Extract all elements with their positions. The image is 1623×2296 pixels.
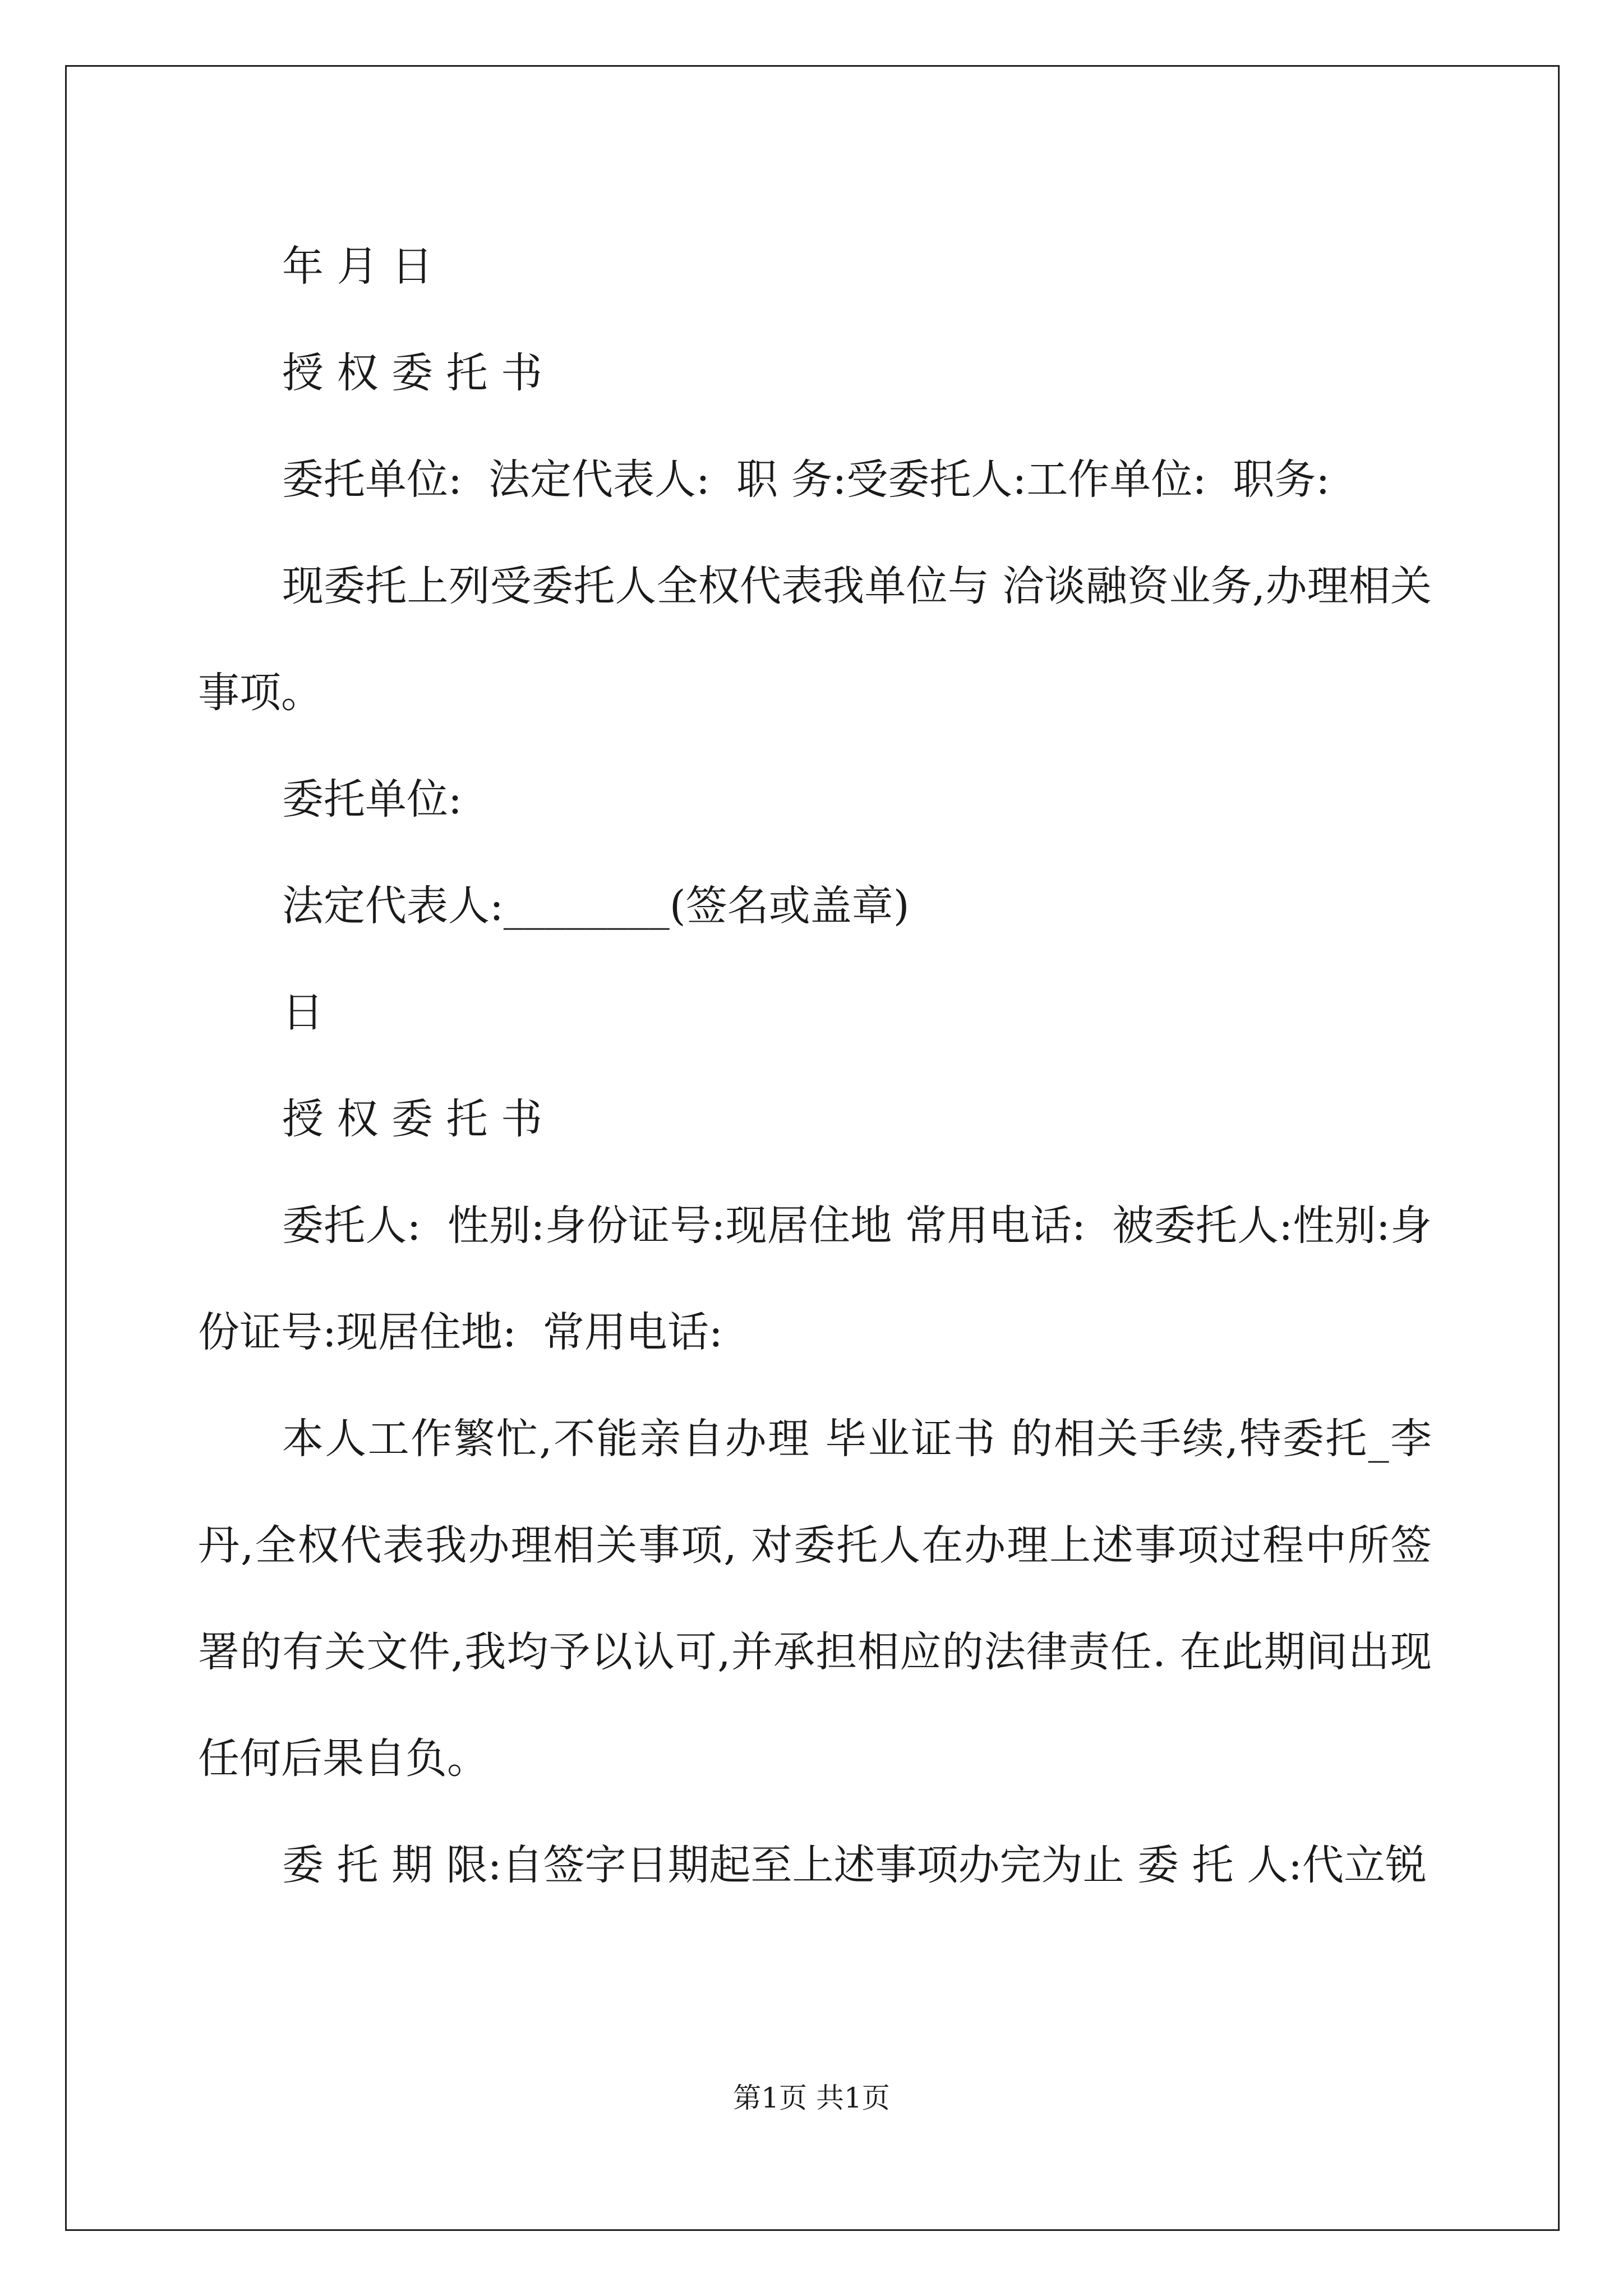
principal-unit-signature: 委托单位: (282, 775, 462, 823)
day-line: 日 (282, 988, 324, 1037)
page-number: 第1页 共1页 (733, 2082, 890, 2114)
delegation-period: 委 托 期 限:自签字日期起至上述事项办完为止 委 托 人:代立锐 (282, 1841, 1427, 1889)
personal-fields: 委托人: 性别:身份证号:现居住地 常用电话: 被委托人:性别:身份证号:现居住地: 常用电话: (198, 1202, 1432, 1356)
document-body (198, 213, 1432, 1918)
principal-fields: 委托单位: 法定代表人: 职 务:受委托人:工作单位: 职务: (282, 455, 1330, 504)
section-title-2: 授 权 委 托 书 (282, 1095, 543, 1143)
delegation-body: 本人工作繁忙,不能亲自办理 毕业证书 的相关手续,特委托_李丹,全权代表我办理相关事项, 对委托人在办理上述事项过程中所签署的有关文件,我均予以认可,并承担相应的法律责任. 在此期间出现任何后果自负。 (198, 1415, 1432, 1783)
section-title: 授 权 委 托 书 (282, 349, 543, 397)
legal-representative-signature: 法定代表人:________(签名或盖章) (282, 882, 910, 930)
date-line: 年 月 日 (282, 242, 434, 291)
authorization-statement: 现委托上列受委托人全权代表我单位与 洽谈融资业务,办理相关事项。 (198, 562, 1432, 717)
